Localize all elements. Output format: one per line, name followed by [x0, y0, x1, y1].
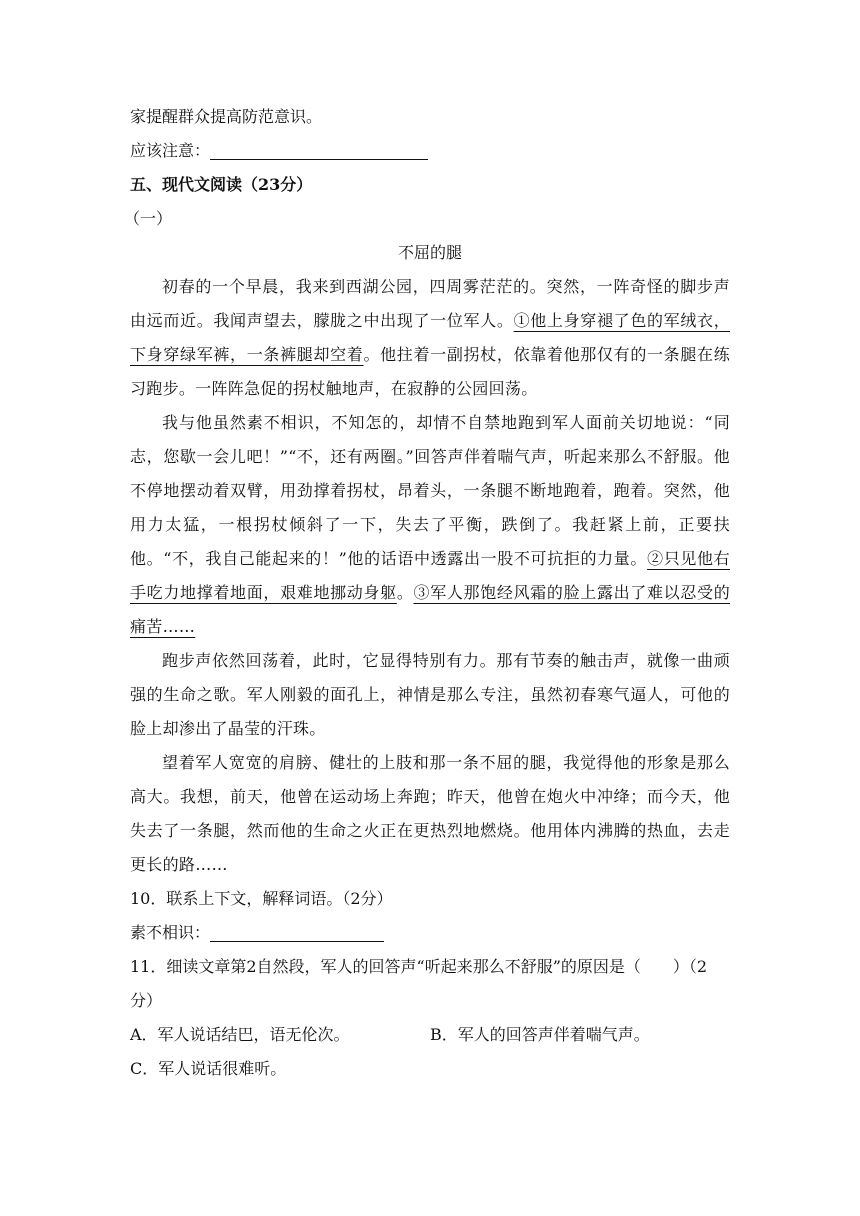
question-11-options-row-1 [130, 1018, 730, 1052]
question-10-term-label: 素不相识： [130, 923, 211, 942]
exam-page [124, 100, 730, 1086]
paragraph-1-text-a: 初春的一个早晨，我来到西湖公园，四周雾茫茫的。突然，一阵奇怪的脚步声由远而近。我闻声望去，朦胧之中出现了一位军人。 [130, 277, 730, 330]
should-note-answer-blank[interactable] [210, 139, 428, 160]
paragraph-1-text-b: 。他拄着一副拐杖，依靠着他那仅有的一条腿在练习跑步。一阵阵急促的拐杖触地声，在寂静的公园回荡。 [130, 345, 730, 398]
question-10-answer-blank[interactable] [210, 921, 384, 942]
question-11: 11．细读文章第2自然段，军人的回答声“听起来那么不舒服”的原因是（ ）（2分） [130, 957, 708, 1010]
article-paragraph-4: 望着军人宽宽的肩膀、健壮的上肢和那一条不屈的腿，我觉得他的形象是那么高大。我想，前天，他曾在运动场上奔跑；昨天，他曾在炮火中冲绛；而今天，他失去了一条腿，然而他的生命之火正在更热烈地燃烧。他用体内沸腾的热血，去走更长的路…… [130, 753, 730, 874]
question-10-answer-row [130, 916, 730, 950]
part-label: （一） [124, 209, 173, 228]
underlined-sentence-1: ①他上身穿褪了色的军绒衣，下身穿绿军裤，一条裤腿却空着 [130, 311, 730, 364]
underlined-sentence-2: ②只见他右手吃力地撑着地面，艰难地挪动身躯 [130, 549, 730, 602]
article-paragraph-2 [130, 406, 730, 644]
article-paragraph-3: 跑步声依然回荡着，此时，它显得特别有力。那有节奏的触击声，就像一曲顽强的生命之歌。军人刚毅的面孔上，神情是那么专注，虽然初春寒气逼人，可他的脸上却渗出了晶莹的汗珠。 [130, 651, 730, 738]
question-11-option-b[interactable]: B．军人的回答声伴着喘气声。 [430, 1025, 650, 1044]
question-11-option-c[interactable]: C．军人说话很难听。 [130, 1059, 287, 1078]
question-11-option-a[interactable]: A．军人说话结巴，语无伦次。 [130, 1025, 350, 1044]
previous-question-text: 家提醒群众提高防范意识。 [130, 107, 323, 126]
section-heading: 五、现代文阅读（23分） [130, 175, 313, 194]
question-11-options-row-2 [130, 1052, 730, 1086]
article-paragraph-1 [130, 270, 730, 406]
article-title: 不屈的腿 [397, 243, 462, 262]
should-note-label: 应该注意： [130, 141, 211, 160]
question-10: 10．联系上下文，解释词语。（2分） [130, 889, 393, 908]
paragraph-2-text-a: 我与他虽然素不相识，不知怎的，却情不自禁地跑到军人面前关切地说：“同志，您歇一会儿吧！”“不，还有两圈。”回答声伴着喘气声，听起来那么不舒服。他不停地摆动着双臂，用劲撑着拐杖，昂着头，一条腿不断地跑着，跑着。突然，他用力太猛，一根拐杖倾斜了一下，失去了平衡，跌倒了。我赶紧上前，正要扶他。“不，我自己能起来的！”他的话语中透露出一股不可抗拒的力量。 [130, 413, 730, 568]
should-note-row [130, 134, 730, 168]
paragraph-2-text-mid: 。 [396, 583, 414, 602]
previous-question-tail [130, 100, 730, 134]
underlined-sentence-3: ③军人那饱经风霜的脸上露出了难以忍受的痛苦…… [130, 583, 730, 636]
